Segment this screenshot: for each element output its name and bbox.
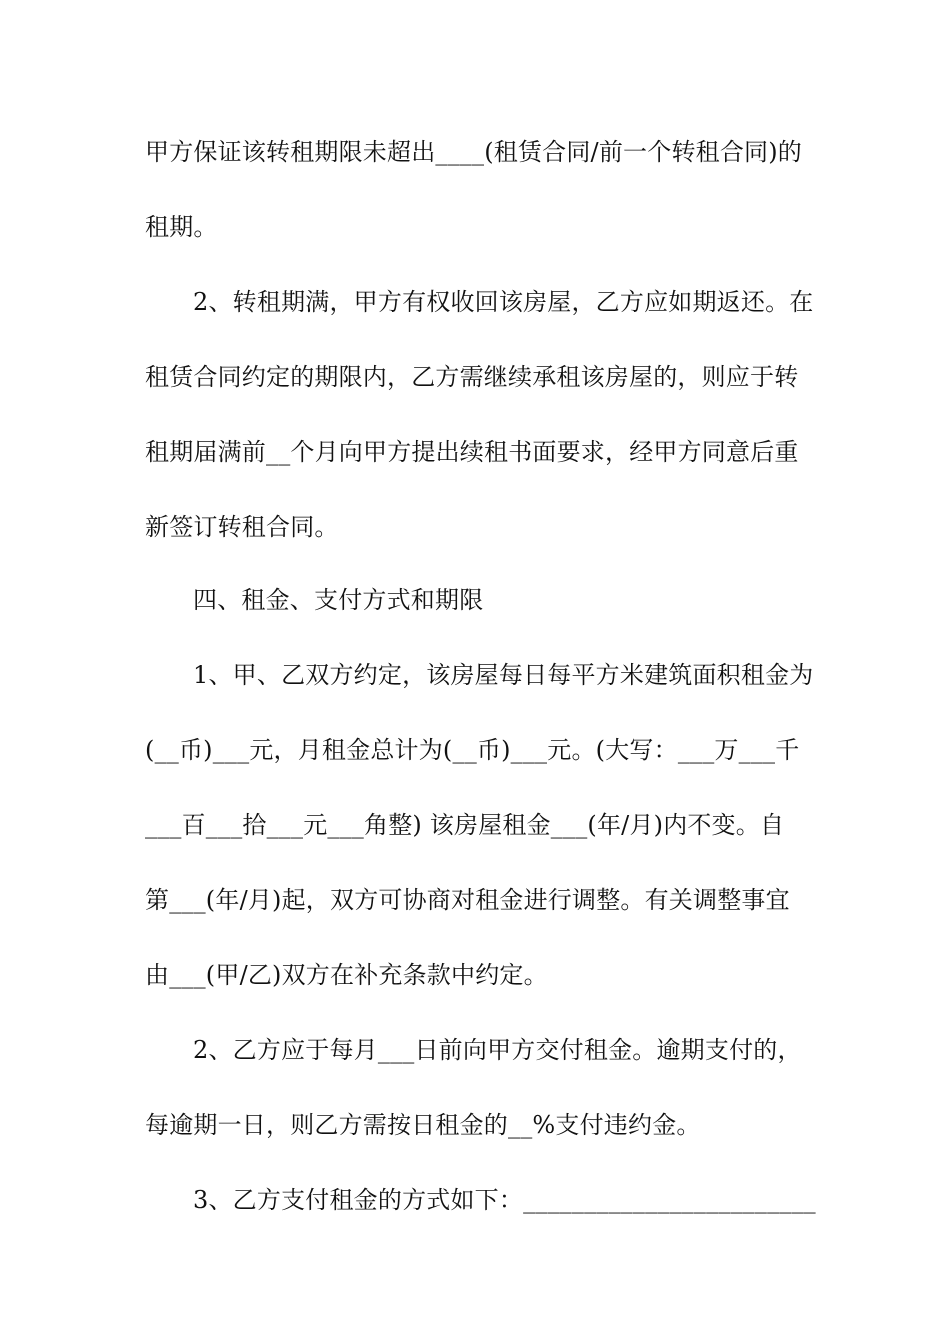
paragraph-line: 每逾期一日，则乙方需按日租金的__%支付违约金。 — [145, 1111, 701, 1139]
clause-line: 3、乙方支付租金的方式如下：________________________ — [193, 1186, 816, 1214]
paragraph-line: (__币)___元，月租金总计为(__币)___元。(大写：___万___千 — [145, 736, 800, 764]
clause-line: 1、甲、乙双方约定，该房屋每日每平方米建筑面积租金为 — [193, 661, 814, 689]
paragraph-line: 租期届满前__个月向甲方提出续租书面要求，经甲方同意后重 — [145, 438, 799, 466]
paragraph-line: 租期。 — [145, 213, 218, 241]
clause-line: 2、转租期满，甲方有权收回该房屋，乙方应如期返还。在 — [193, 288, 814, 316]
clause-line: 2、乙方应于每月___日前向甲方交付租金。逾期支付的， — [193, 1036, 802, 1064]
paragraph-line: 由___(甲/乙)双方在补充条款中约定。 — [145, 961, 548, 989]
section-heading: 四、租金、支付方式和期限 — [193, 586, 484, 614]
paragraph-line: 租赁合同约定的期限内，乙方需继续承租该房屋的，则应于转 — [145, 363, 799, 391]
paragraph-line: 新签订转租合同。 — [145, 513, 339, 541]
paragraph-line: 甲方保证该转租期限未超出____(租赁合同/前一个转租合同)的 — [145, 138, 803, 166]
paragraph-line: ___百___拾___元___角整) 该房屋租金___(年/月)内不变。自 — [145, 811, 785, 839]
paragraph-line: 第___(年/月)起，双方可协商对租金进行调整。有关调整事宜 — [145, 886, 790, 914]
